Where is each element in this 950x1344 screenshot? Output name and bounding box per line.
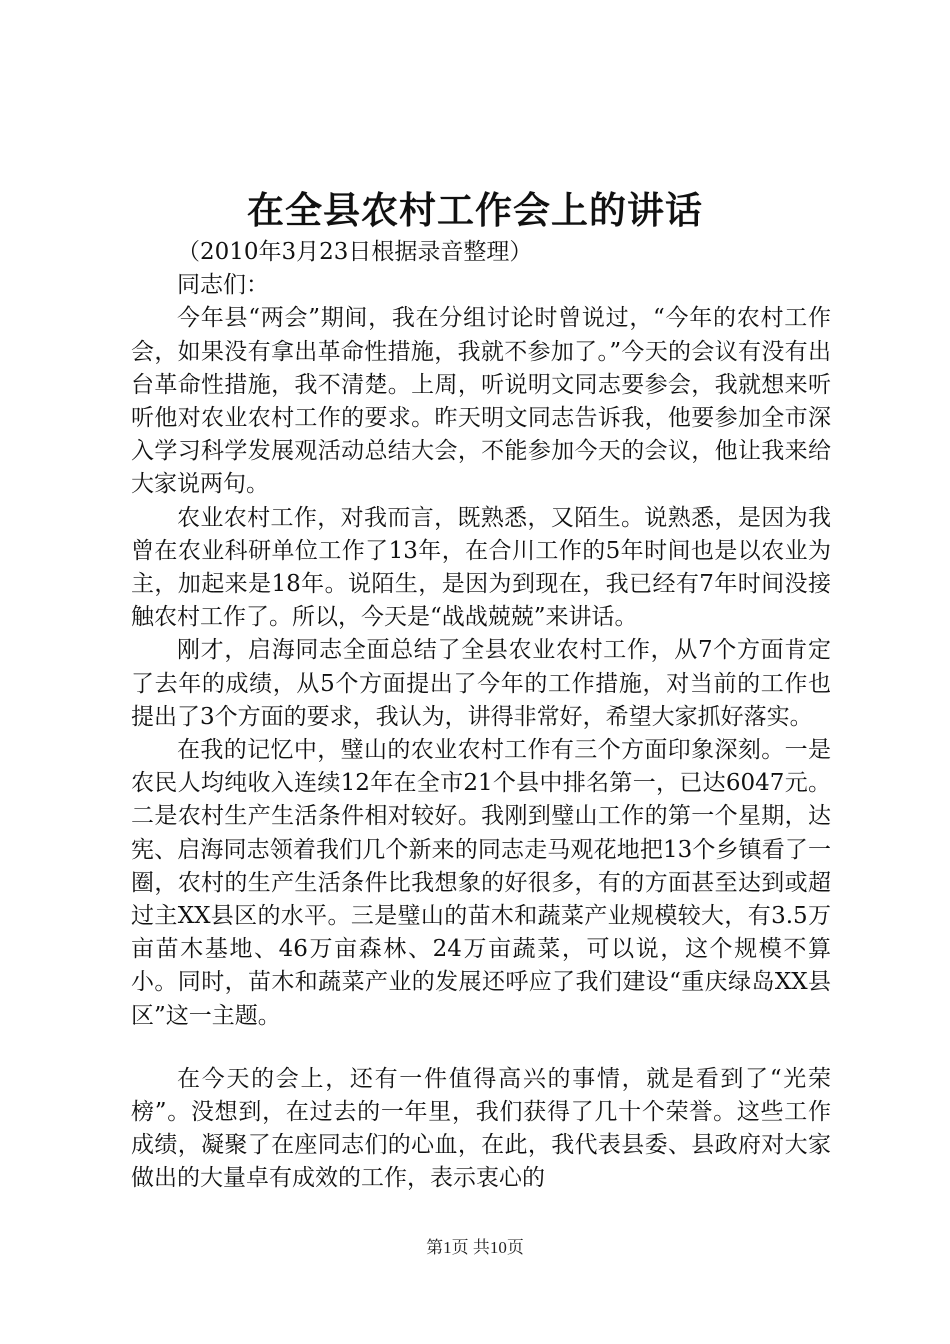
paragraph-2: 农业农村工作，对我而言，既熟悉，又陌生。说熟悉，是因为我曾在农业科研单位工作了13年，在合川工作的5年时间也是以农业为主，加起来是18年。说陌生，是因为到现在，我已经有7年时间没接触农村工作了。所以，今天是“战战兢兢”来讲话。 xyxy=(131,504,831,631)
document-title: 在全县农村工作会上的讲话 xyxy=(247,188,703,232)
paragraph-3: 刚才，启海同志全面总结了全县农业农村工作，从7个方面肯定了去年的成绩，从5个方面提出了今年的工作措施，对当前的工作也提出了3个方面的要求，我认为，讲得非常好，希望大家抓好落实。 xyxy=(131,637,831,730)
paragraph-4: 在我的记忆中，璧山的农业农村工作有三个方面印象深刻。一是农民人均纯收入连续12年在全市21个县中排名第一，已达6047元。二是农村生产生活条件相对较好。我刚到璧山工作的第一个星期，达宪、启海同志领着我们几个新来的同志走马观花地把13个乡镇看了一圈，农村的生产生活条件比我想象的好很多，有的方面甚至达到或超过主XX县区的水平。三是璧山的苗木和蔬菜产业规模较大，有3.5万亩苗木基地、46万亩森林、24万亩蔬菜，可以说，这个规模不算小。同时，苗木和蔬菜产业的发展还呼应了我们建设“重庆绿岛XX县区”这一主题。 xyxy=(131,737,831,1029)
page-number: 第1页 共10页 xyxy=(426,1238,524,1257)
salutation: 同志们： xyxy=(177,272,269,299)
paragraph-1: 今年县“两会”期间，我在分组讨论时曾说过，“今年的农村工作会，如果没有拿出革命性措施，我就不参加了。”今天的会议有没有出台革命性措施，我不清楚。上周，听说明文同志要参会，我就想来听听他对农业农村工作的要求。昨天明文同志告诉我，他要参加全市深入学习科学发展观活动总结大会，不能参加今天的会议，他让我来给大家说两句。 xyxy=(131,305,831,498)
paragraph-5: 在今天的会上，还有一件值得高兴的事情，就是看到了“光荣榜”。没想到，在过去的一年里，我们获得了几十个荣誉。这些工作成绩，凝聚了在座同志们的心血，在此，我代表县委、县政府对大家做出的大量卓有成效的工作，表示衷心的 xyxy=(131,1065,831,1192)
document-body xyxy=(131,236,831,1196)
document-subtitle: （2010年3月23日根据录音整理） xyxy=(177,239,533,265)
